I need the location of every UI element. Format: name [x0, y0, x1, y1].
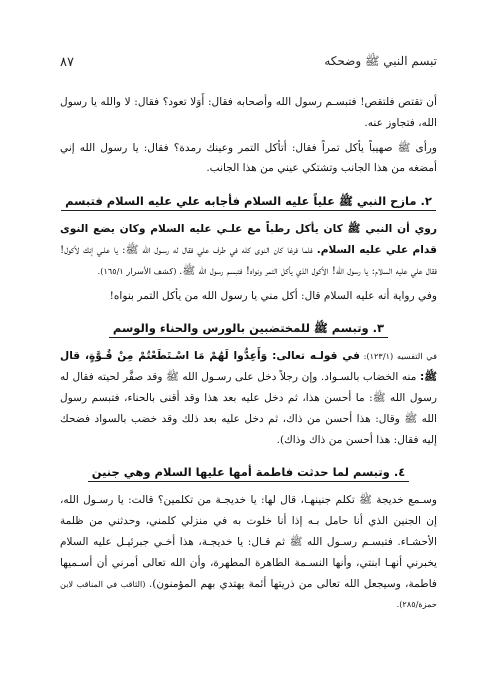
paragraph: أن تقتص فلتقص! فتبسـم رسول الله وأصحابه فقال: أَوَلا تعود؟ فقال: لا والله يا رسول الله، فتجاوز عنه. — [60, 96, 437, 129]
citation: في التفسيه (١٢٣/١): — [359, 351, 437, 362]
paragraph: وفي رواية أنه عليه السلام قال: أكل مني يا رسول الله من يأكل التمر بنواه! — [109, 289, 437, 302]
page-header — [60, 52, 437, 72]
paragraph — [60, 346, 437, 450]
section-heading — [60, 316, 437, 340]
running-title: تبسم النبي ﷺ وضحكه — [324, 53, 437, 68]
page-body — [60, 92, 437, 619]
paragraph — [60, 219, 437, 281]
page-number: ٨٧ — [60, 54, 74, 70]
citation: (كشف الأسرار ١٦٥/١). — [97, 265, 180, 276]
section-heading-text: ٣. وتبسم ﷺ للمختضبين بالورس والحناء والوسم — [109, 321, 388, 338]
citation: (الثاقب في المناقب لابن حمزة/٢٨٥). — [60, 578, 437, 610]
body-text: منه الخضاب بالسـواد. وإن رجلاً دخل على رسـول الله ﷺ وقد صفَّر لحيته فقال له رسول الله ﷺ: ما أحسن هذا، ثم دخل عليه بعد هذا وقد أقنى بالحناء، فتبسم رسول الله ﷺ وقال: هذا أحسن من ذاك، ثم دخل عليه بعد ذلك وقد خضب بالسواد فضحك إليه فقال: هذا أحسن من ذاك وذاك). — [60, 371, 437, 446]
section-heading — [60, 189, 437, 213]
paragraph — [60, 490, 437, 615]
section-heading-text: ٤. وتبسم لما حدثت فاطمة أمها عليها السلام وهي جنين — [88, 465, 409, 482]
body-text: وسـمع خديجة ﷺ تكلم جنينهـا، قال لها: يا خديجـة من تكلمين؟ قالت: يا رسـول الله، إن الجنين الذي أنا حامل بـه إذا أنا خلوت به في منزلي كلمني، وحدثني من ظلمة الأحشـاء. فتبسـم رسـول الله ﷺ ثم قـال: يا خديجـة، هذا أخـي جبرئيـل عليه السلام يخبرني أنهـا ابنتي، وأنها النسـمة الطاهرة المطهرة، وأن الله تعالى أمرني أن أسـميها فاطمة، وسيجعل الله تعالى من ذريتها أئمة يهتدي بهم المؤمنون). — [60, 494, 437, 590]
lead-text: في قولـه تعالى: وَأَعِدُّوا لَهُمْ مَا اسْـتَطَعْتُمْ مِنْ قُـوَّةٍ، قال ﷺ: — [60, 350, 437, 384]
body-text: فلما فرغا كان النوى كله في طرف علي فقال له رسـول الله ﷺ: يا علـي إنك لأكول! فقال علي عليه السلام: يا رسول الله! الأكول الذي يأكل التمر ونواه! فتبسم رسول الله ﷺ. — [60, 243, 437, 277]
section-heading — [60, 460, 437, 484]
lead-text: روي أن النبي ﷺ كان يأكل رطباً مع علـي عليه السلام وكان يضع النوى قدام علي عليه السلام. — [60, 223, 437, 256]
paragraph: ورأى ﷺ صهيباً يأكل تمراً فقال: أتأكل التمر وعينك رمدة؟ فقال: يا رسول الله إني أمضغه من هذا الجانب وتشتكي عيني من هذا الجانب. — [60, 141, 437, 175]
section-heading-text: ٢. مازح النبي ﷺ علياً عليه السلام فأجابه علي عليه السلام فتبسم — [61, 194, 436, 211]
